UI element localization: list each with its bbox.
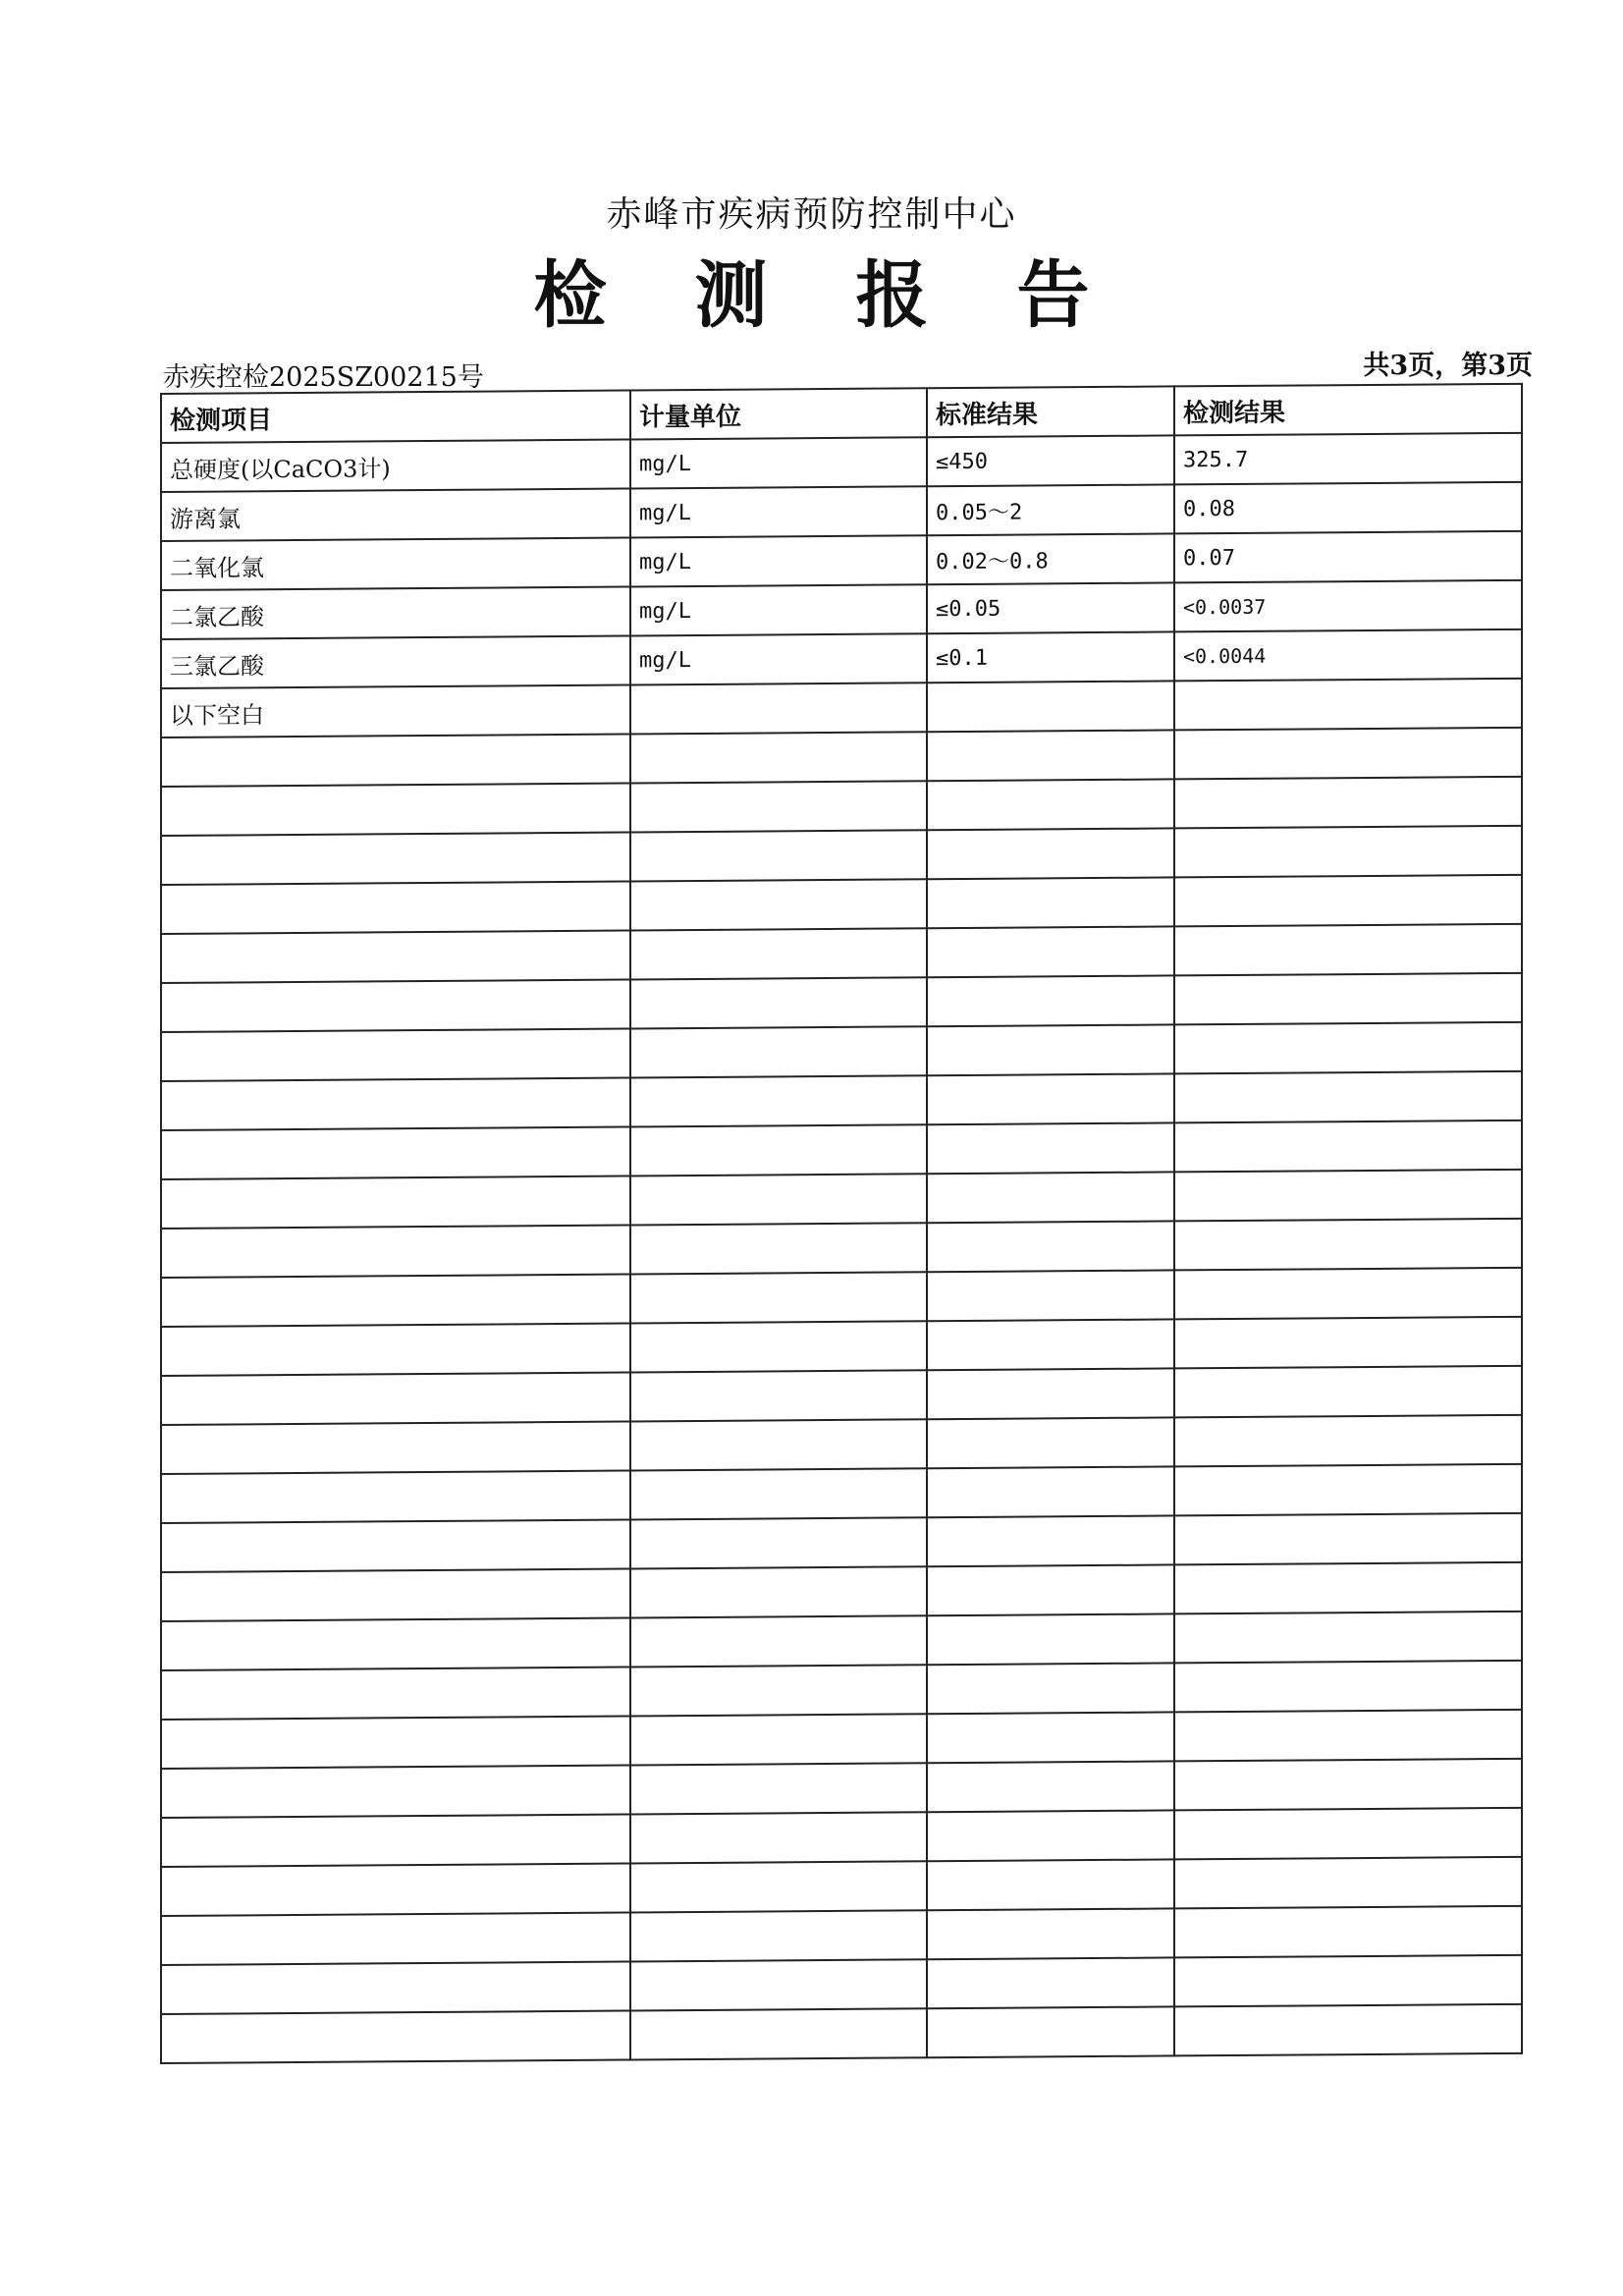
page-info: 共3页，第3页	[1363, 351, 1533, 381]
empty-cell	[161, 881, 630, 934]
cell-standard: ≤450	[927, 435, 1174, 486]
empty-cell	[927, 1810, 1174, 1861]
empty-cell	[161, 1421, 630, 1474]
empty-cell	[161, 734, 630, 787]
empty-cell	[630, 1272, 927, 1323]
empty-cell	[1174, 826, 1522, 878]
empty-cell	[161, 1470, 630, 1523]
cell-item: 游离氯	[161, 488, 630, 541]
empty-cell	[1174, 1808, 1522, 1860]
cell-unit: mg/L	[630, 437, 927, 488]
empty-cell	[630, 830, 927, 881]
cell-result: <0.0044	[1174, 629, 1522, 682]
empty-cell	[630, 928, 927, 979]
cell-standard: 0.02～0.8	[927, 533, 1174, 584]
empty-cell	[1174, 1415, 1522, 1467]
empty-cell	[1174, 973, 1522, 1025]
column-header-item: 检测项目	[161, 390, 630, 443]
empty-cell	[1174, 1464, 1522, 1516]
empty-cell	[630, 1026, 927, 1077]
empty-cell	[1174, 1857, 1522, 1909]
empty-cell	[927, 1172, 1174, 1223]
empty-cell	[1174, 1121, 1522, 1173]
empty-cell	[630, 1517, 927, 1568]
empty-cell	[161, 1617, 630, 1670]
empty-cell	[161, 1175, 630, 1229]
empty-cell	[161, 1568, 630, 1621]
empty-cell	[161, 1323, 630, 1376]
empty-cell	[161, 930, 630, 983]
empty-cell	[630, 1419, 927, 1470]
empty-cell	[1174, 1513, 1522, 1565]
results-table	[160, 383, 1523, 2064]
empty-cell	[630, 977, 927, 1028]
cell-item: 二氧化氯	[161, 537, 630, 590]
empty-cell	[1174, 1710, 1522, 1762]
empty-cell	[161, 1716, 630, 1769]
empty-cell	[927, 1515, 1174, 1566]
empty-cell	[630, 1812, 927, 1863]
empty-cell	[927, 1712, 1174, 1763]
empty-cell	[161, 832, 630, 885]
cell-standard: 0.05～2	[927, 484, 1174, 535]
empty-cell	[630, 1714, 927, 1765]
empty-cell	[1174, 1071, 1522, 1123]
empty-cell	[1174, 679, 1522, 731]
empty-cell	[161, 1765, 630, 1818]
empty-cell	[161, 783, 630, 836]
empty-cell	[927, 1466, 1174, 1517]
empty-cell	[1174, 728, 1522, 780]
empty-cell	[1174, 924, 1522, 976]
empty-cell	[1174, 1661, 1522, 1713]
empty-cell	[161, 1814, 630, 1867]
empty-cell	[1174, 777, 1522, 829]
empty-cell	[927, 1761, 1174, 1812]
empty-cell	[927, 681, 1174, 732]
empty-cell	[630, 683, 927, 734]
empty-cell	[927, 828, 1174, 879]
empty-cell	[630, 879, 927, 930]
empty-cell	[1174, 1955, 1522, 2007]
cell-result: 0.07	[1174, 531, 1522, 583]
cell-item: 三氯乙酸	[161, 635, 630, 688]
empty-cell	[1174, 1612, 1522, 1664]
empty-cell	[927, 1613, 1174, 1665]
cell-unit: mg/L	[630, 535, 927, 586]
empty-cell	[927, 1221, 1174, 1272]
empty-cell	[630, 1321, 927, 1372]
empty-cell	[1174, 1268, 1522, 1320]
empty-cell	[1174, 1366, 1522, 1418]
empty-cell	[1174, 1759, 1522, 1811]
empty-cell	[927, 1024, 1174, 1075]
empty-cell	[927, 975, 1174, 1026]
empty-cell	[927, 926, 1174, 977]
empty-cell	[927, 1859, 1174, 1910]
cell-result: <0.0037	[1174, 580, 1522, 632]
empty-cell	[1174, 2004, 1522, 2056]
empty-cell	[1174, 1562, 1522, 1614]
empty-cell	[161, 1225, 630, 1278]
empty-cell	[630, 1370, 927, 1421]
empty-cell	[630, 1615, 927, 1667]
empty-cell	[630, 1075, 927, 1126]
empty-cell	[630, 1763, 927, 1814]
empty-cell	[161, 2010, 630, 2063]
empty-cell	[630, 1861, 927, 1912]
empty-cell	[927, 1663, 1174, 1714]
empty-cell	[630, 1223, 927, 1274]
empty-cell	[1174, 1219, 1522, 1271]
report-title: 检测报告	[533, 253, 1178, 338]
empty-cell	[1174, 1906, 1522, 1958]
empty-cell	[927, 1368, 1174, 1419]
empty-cell	[630, 1124, 927, 1175]
column-header-result: 检测结果	[1174, 384, 1522, 436]
empty-cell	[161, 1667, 630, 1720]
empty-cell	[927, 1417, 1174, 1468]
empty-cell	[927, 1270, 1174, 1321]
empty-cell	[630, 1910, 927, 1961]
empty-cell	[161, 1863, 630, 1916]
empty-cell	[1174, 1170, 1522, 1222]
empty-cell	[161, 1126, 630, 1179]
empty-cell	[630, 1174, 927, 1225]
empty-cell	[927, 1564, 1174, 1615]
empty-cell	[630, 781, 927, 832]
empty-cell	[161, 1961, 630, 2014]
empty-cell	[161, 979, 630, 1032]
end-note: 以下空白	[161, 684, 630, 738]
cell-item: 总硬度(以CaCO3计)	[161, 439, 630, 492]
empty-cell	[927, 877, 1174, 928]
empty-cell	[927, 779, 1174, 830]
empty-cell	[630, 1468, 927, 1519]
empty-cell	[161, 1028, 630, 1081]
empty-cell	[1174, 1317, 1522, 1369]
cell-item: 二氯乙酸	[161, 586, 630, 639]
empty-cell	[1174, 1022, 1522, 1074]
empty-cell	[927, 1957, 1174, 2008]
empty-cell	[161, 1077, 630, 1130]
empty-cell	[630, 732, 927, 783]
empty-cell	[161, 1912, 630, 1965]
organization-name: 赤峰市疾病预防控制中心	[606, 194, 1017, 235]
column-header-unit: 计量单位	[630, 388, 927, 439]
empty-cell	[927, 2006, 1174, 2057]
empty-cell	[927, 1122, 1174, 1174]
column-header-standard: 标准结果	[927, 386, 1174, 437]
empty-cell	[630, 1566, 927, 1617]
empty-cell	[927, 1319, 1174, 1370]
empty-cell	[630, 2008, 927, 2059]
cell-result: 0.08	[1174, 482, 1522, 534]
empty-cell	[927, 1073, 1174, 1124]
empty-cell	[630, 1959, 927, 2010]
report-number: 赤疾控检2025SZ00215号	[163, 362, 484, 393]
empty-cell	[927, 730, 1174, 781]
empty-cell	[927, 1908, 1174, 1959]
cell-result: 325.7	[1174, 433, 1522, 485]
cell-unit: mg/L	[630, 486, 927, 537]
empty-cell	[630, 1665, 927, 1716]
cell-unit: mg/L	[630, 633, 927, 684]
cell-standard: ≤0.1	[927, 631, 1174, 683]
cell-unit: mg/L	[630, 584, 927, 635]
empty-cell	[161, 1372, 630, 1425]
empty-cell	[161, 1274, 630, 1327]
empty-cell	[161, 1519, 630, 1572]
cell-standard: ≤0.05	[927, 582, 1174, 633]
blank-row	[161, 2004, 1522, 2063]
empty-cell	[1174, 875, 1522, 927]
